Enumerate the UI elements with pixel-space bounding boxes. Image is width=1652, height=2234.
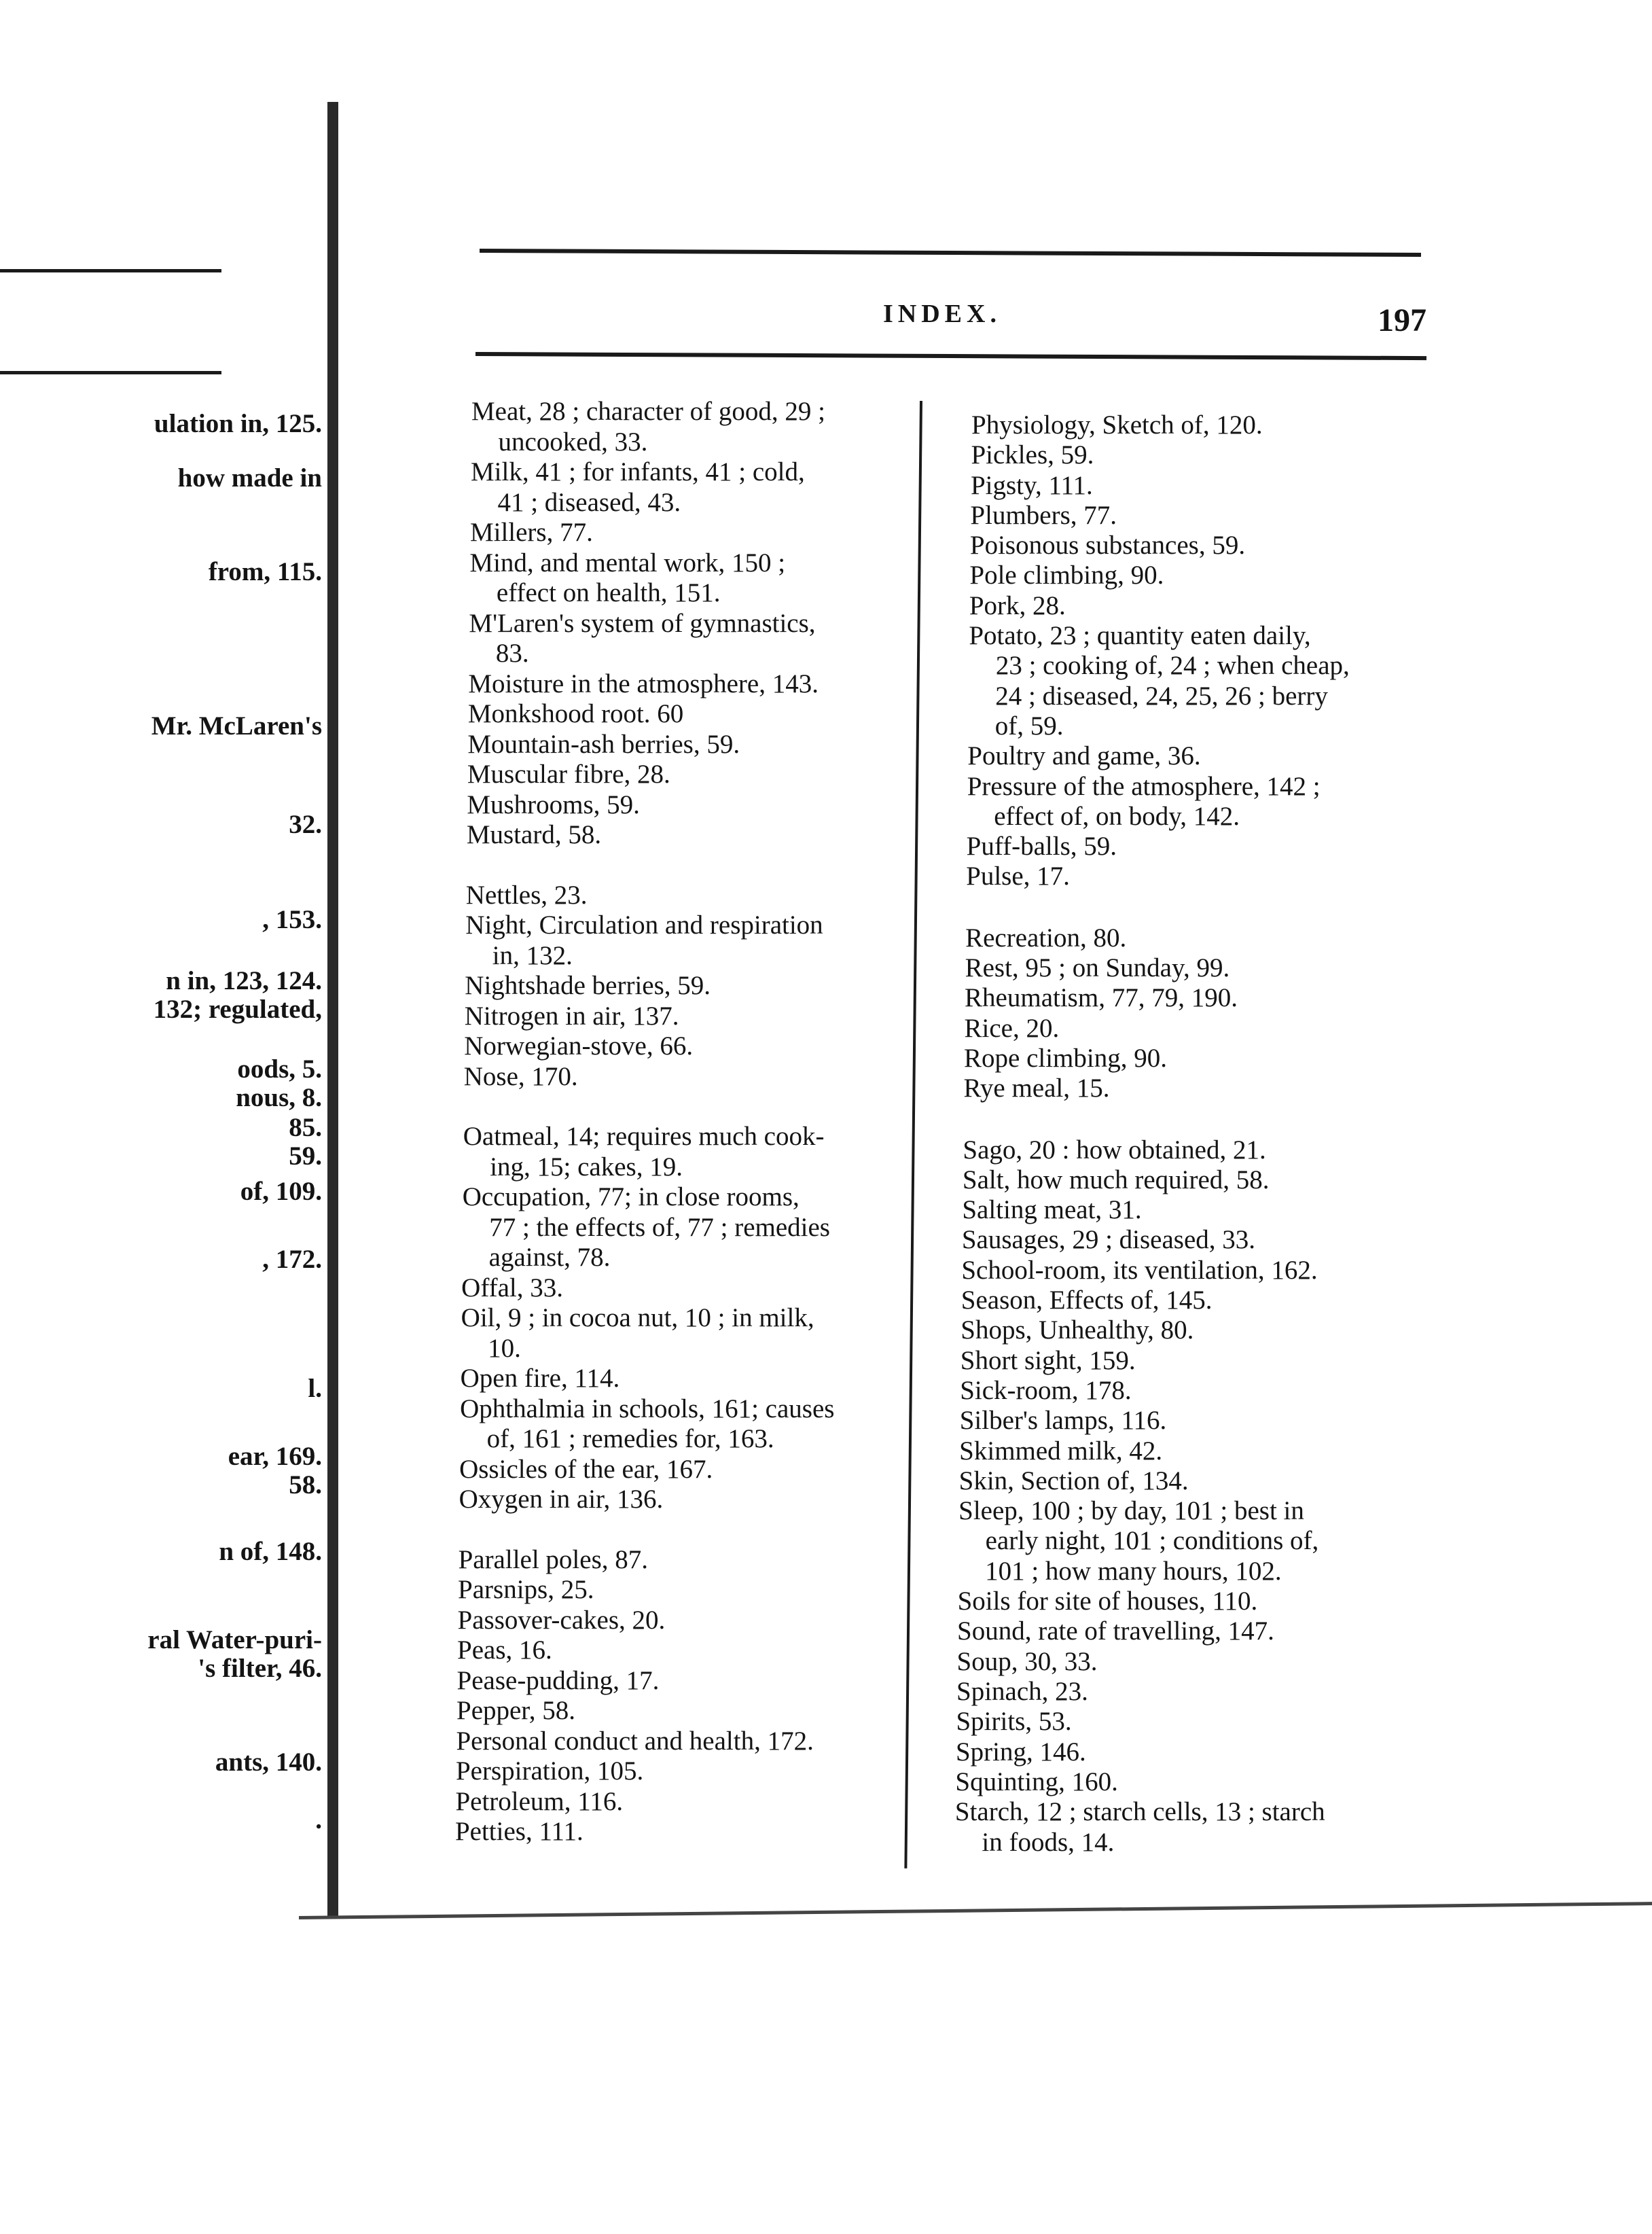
facing-page-fragment xyxy=(0,0,326,2234)
index-entry-line: Starch, 12 ; starch cells, 13 ; starch xyxy=(954,1797,1325,1826)
index-entry-line: 77 ; the effects of, 77 ; remedies xyxy=(489,1213,830,1242)
page-bottom-edge xyxy=(299,1902,1652,1919)
index-entry-line: Moisture in the atmosphere, 143. xyxy=(468,669,819,698)
index-entry-line: 10. xyxy=(488,1334,521,1363)
facing-page-text: . xyxy=(315,1805,322,1834)
facing-page-text: l. xyxy=(308,1374,322,1403)
facing-page-text: Mr. McLaren's xyxy=(151,711,322,741)
facing-page-text: ants, 140. xyxy=(215,1748,322,1777)
facing-page-top-rule xyxy=(0,269,221,272)
index-entry-line: Squinting, 160. xyxy=(955,1767,1118,1796)
page-gutter xyxy=(327,102,338,1916)
facing-page-text: from, 115. xyxy=(208,557,322,586)
index-entry-line: 23 ; cooking of, 24 ; when cheap, xyxy=(995,651,1350,680)
facing-page-text: 's filter, 46. xyxy=(198,1654,322,1683)
index-entry-line: Poultry and game, 36. xyxy=(967,741,1201,770)
index-entry-line: Muscular fibre, 28. xyxy=(467,760,670,789)
index-entry-line: Mountain-ash berries, 59. xyxy=(467,730,740,759)
index-entry-line: of, 161 ; remedies for, 163. xyxy=(486,1424,774,1453)
index-entry-line: Silber's lamps, 116. xyxy=(959,1406,1167,1435)
index-entry-line: Skin, Section of, 134. xyxy=(958,1466,1189,1495)
index-entry-line: Open fire, 114. xyxy=(460,1364,620,1393)
page-number: 197 xyxy=(1378,302,1426,338)
index-entry-line: Parsnips, 25. xyxy=(458,1575,594,1604)
index-entry-line: Mustard, 58. xyxy=(466,820,602,849)
page-header xyxy=(475,284,1426,352)
index-entry-line: effect on health, 151. xyxy=(496,578,721,607)
index-entry-line: Petroleum, 116. xyxy=(455,1787,624,1816)
index-entry-line: Physiology, Sketch of, 120. xyxy=(971,410,1263,440)
index-entry-line: Ossicles of the ear, 167. xyxy=(459,1455,713,1484)
facing-page-text: ral Water-puri- xyxy=(147,1625,322,1654)
index-entry-line: against, 78. xyxy=(488,1243,611,1272)
index-entry-line: 24 ; diseased, 24, 25, 26 ; berry xyxy=(995,681,1328,711)
facing-page-text: 58. xyxy=(289,1470,322,1500)
index-entry-line: Nightshade berries, 59. xyxy=(465,971,711,1000)
index-entry-line: Ophthalmia in schools, 161; causes xyxy=(460,1394,835,1423)
index-entry-line: Sick-room, 178. xyxy=(960,1376,1132,1405)
index-entry-line: Oxygen in air, 136. xyxy=(459,1485,664,1514)
index-entry-line: Soup, 30, 33. xyxy=(956,1647,1098,1676)
index-entry-line: Spirits, 53. xyxy=(956,1707,1072,1736)
index-entry-line: Season, Effects of, 145. xyxy=(960,1286,1213,1315)
index-entry-line: Rope climbing, 90. xyxy=(964,1044,1167,1073)
index-entry-line: Pork, 28. xyxy=(969,591,1066,620)
index-entry-line: Rheumatism, 77, 79, 190. xyxy=(965,983,1238,1012)
index-entry-line: Nettles, 23. xyxy=(465,881,588,910)
facing-page-text: ulation in, 125. xyxy=(154,409,322,438)
index-entry-line: Parallel poles, 87. xyxy=(458,1545,648,1574)
index-entry-line: Personal conduct and health, 172. xyxy=(456,1726,814,1756)
header-bottom-rule xyxy=(475,352,1426,360)
index-entry-line: Potato, 23 ; quantity eaten daily, xyxy=(969,621,1311,650)
index-entry-line: Pease-pudding, 17. xyxy=(456,1666,660,1695)
facing-page-text: how made in xyxy=(177,463,322,493)
index-entry-line: 101 ; how many hours, 102. xyxy=(985,1557,1282,1586)
header-top-rule xyxy=(480,249,1421,257)
index-entry-line: Meat, 28 ; character of good, 29 ; xyxy=(471,397,825,426)
index-entry-line: Night, Circulation and respiration xyxy=(465,910,823,940)
index-entry-line: Perspiration, 105. xyxy=(455,1756,644,1786)
index-entry-line: Soils for site of houses, 110. xyxy=(957,1586,1258,1616)
index-entry-line: in, 132. xyxy=(492,941,573,970)
index-entry-line: Oil, 9 ; in cocoa nut, 10 ; in milk, xyxy=(461,1303,814,1332)
index-entry-line: Pole climbing, 90. xyxy=(969,561,1164,590)
facing-page-text: n in, 123, 124. xyxy=(166,966,322,995)
index-entry-line: Nitrogen in air, 137. xyxy=(464,1001,679,1031)
facing-page-text: of, 109. xyxy=(240,1177,322,1206)
index-entry-line: Oatmeal, 14; requires much cook- xyxy=(463,1122,825,1151)
index-entry-line: Pigsty, 111. xyxy=(970,471,1093,500)
index-entry-line: Sausages, 29 ; diseased, 33. xyxy=(961,1225,1256,1254)
index-entry-line: of, 59. xyxy=(994,711,1064,741)
facing-page-text: nous, 8. xyxy=(236,1083,322,1112)
index-entry-line: M'Laren's system of gymnastics, xyxy=(469,609,816,638)
index-entry-line: Puff-balls, 59. xyxy=(966,832,1117,861)
running-head: INDEX. xyxy=(883,300,1001,328)
index-entry-line: Shops, Unhealthy, 80. xyxy=(960,1315,1194,1345)
index-entry-line: effect of, on body, 142. xyxy=(994,802,1240,831)
index-entry-line: in foods, 14. xyxy=(982,1828,1115,1857)
facing-page-text: oods, 5. xyxy=(237,1054,322,1084)
index-entry-line: Pressure of the atmosphere, 142 ; xyxy=(967,772,1321,801)
index-entry-line: 83. xyxy=(495,639,529,668)
facing-page-text: 32. xyxy=(289,810,322,839)
index-entry-line: Petties, 111. xyxy=(454,1817,583,1846)
index-entry-line: Plumbers, 77. xyxy=(970,501,1117,530)
facing-page-text: , 153. xyxy=(262,905,322,934)
index-entry-line: Pulse, 17. xyxy=(966,862,1070,891)
index-entry-line: Salt, how much required, 58. xyxy=(962,1165,1270,1194)
facing-page-text: n of, 148. xyxy=(219,1537,322,1566)
facing-page-text: ear, 169. xyxy=(228,1442,322,1471)
index-entry-line: Mushrooms, 59. xyxy=(467,790,640,819)
index-entry-line: uncooked, 33. xyxy=(498,427,648,457)
index-entry-line: Pepper, 58. xyxy=(456,1696,575,1725)
index-entry-line: early night, 101 ; conditions of, xyxy=(985,1526,1319,1555)
index-entry-line: Poisonous substances, 59. xyxy=(969,531,1246,560)
facing-page-text: , 172. xyxy=(262,1245,322,1274)
index-entry-line: Spring, 146. xyxy=(955,1737,1086,1767)
facing-page-text: 85. xyxy=(289,1113,322,1142)
index-entry-line: Salting meat, 31. xyxy=(962,1195,1142,1224)
index-entry-line: Passover-cakes, 20. xyxy=(457,1606,666,1635)
index-entry-line: Recreation, 80. xyxy=(965,923,1127,953)
index-entry-line: Sleep, 100 ; by day, 101 ; best in xyxy=(958,1496,1304,1525)
index-entry-line: Peas, 16. xyxy=(457,1635,552,1665)
index-entry-line: ing, 15; cakes, 19. xyxy=(490,1152,683,1182)
index-entry-line: Mind, and mental work, 150 ; xyxy=(469,548,786,578)
index-entry-line: Offal, 33. xyxy=(461,1273,563,1302)
facing-page-header-rule xyxy=(0,371,221,374)
column-divider xyxy=(904,401,922,1868)
index-entry-line: 41 ; diseased, 43. xyxy=(497,488,681,517)
index-entry-line: Short sight, 159. xyxy=(960,1346,1136,1375)
index-entry-line: Millers, 77. xyxy=(469,518,593,547)
index-entry-line: Sago, 20 : how obtained, 21. xyxy=(963,1135,1266,1165)
index-entry-line: Skimmed milk, 42. xyxy=(959,1436,1163,1466)
facing-page-text: 59. xyxy=(289,1141,322,1171)
index-entry-line: Rye meal, 15. xyxy=(963,1074,1110,1103)
index-entry-line: Rest, 95 ; on Sunday, 99. xyxy=(965,953,1230,982)
index-entry-line: Rice, 20. xyxy=(964,1014,1060,1043)
index-entry-line: Spinach, 23. xyxy=(956,1677,1088,1706)
index-entry-line: Milk, 41 ; for infants, 41 ; cold, xyxy=(470,457,805,486)
facing-page-text: 132; regulated, xyxy=(153,995,322,1024)
index-entry-line: School-room, its ventilation, 162. xyxy=(961,1256,1318,1285)
index-entry-line: Occupation, 77; in close rooms, xyxy=(462,1182,800,1211)
index-entry-line: Nose, 170. xyxy=(463,1062,578,1091)
index-entry-line: Sound, rate of travelling, 147. xyxy=(957,1616,1274,1646)
index-entry-line: Norwegian-stove, 66. xyxy=(464,1031,694,1061)
index-entry-line: Pickles, 59. xyxy=(971,440,1094,469)
index-entry-line: Monkshood root. 60 xyxy=(467,699,684,728)
